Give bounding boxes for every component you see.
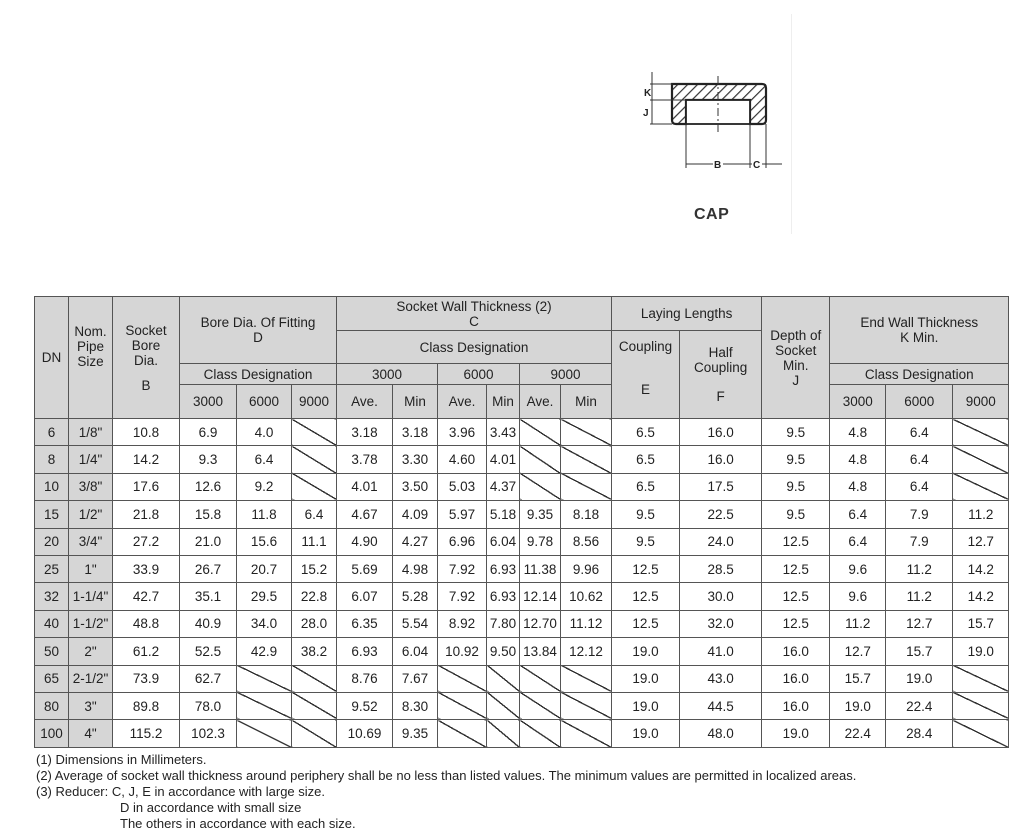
- table-cell: 19.0: [612, 638, 680, 665]
- table-cell: 42.7: [113, 583, 180, 610]
- table-cell: 4.8: [830, 419, 886, 446]
- table-cell: 115.2: [113, 720, 180, 747]
- header-end-6000: 6000: [886, 385, 953, 419]
- header-end-wall: End Wall Thickness K Min.: [830, 297, 1009, 364]
- table-cell: 2-1/2": [69, 665, 113, 692]
- table-cell: 4.01: [487, 446, 520, 473]
- table-row: [35, 501, 1009, 528]
- table-cell: 3.50: [393, 473, 438, 500]
- table-cell: 5.69: [337, 555, 393, 582]
- table-cell: 6.93: [487, 583, 520, 610]
- table-cell: 19.0: [953, 638, 1009, 665]
- table-cell: 9.6: [830, 583, 886, 610]
- not-applicable-cell: [438, 692, 487, 719]
- table-cell: 9.96: [561, 555, 612, 582]
- table-row: [35, 555, 1009, 582]
- not-applicable-cell: [561, 720, 612, 747]
- header-wall-class-9000: 9000: [520, 364, 612, 385]
- table-cell: 1/4": [69, 446, 113, 473]
- table-header: [35, 297, 1009, 419]
- table-cell: 16.0: [680, 446, 762, 473]
- table-cell: 8.18: [561, 501, 612, 528]
- table-cell: 4.27: [393, 528, 438, 555]
- table-cell: 6.5: [612, 446, 680, 473]
- table-cell: 6.4: [830, 528, 886, 555]
- table-cell: 8: [35, 446, 69, 473]
- table-cell: 8.30: [393, 692, 438, 719]
- table-row: [35, 419, 1009, 446]
- not-applicable-cell: [292, 665, 337, 692]
- table-cell: 19.0: [762, 720, 830, 747]
- not-applicable-cell: [520, 446, 561, 473]
- table-cell: 5.28: [393, 583, 438, 610]
- table-cell: 9.78: [520, 528, 561, 555]
- table-cell: 1/2": [69, 501, 113, 528]
- table-cell: 16.0: [762, 665, 830, 692]
- not-applicable-cell: [561, 665, 612, 692]
- header-end-wall-class: Class Designation: [830, 364, 1009, 385]
- symbol-c: C: [469, 313, 479, 329]
- table-cell: 10: [35, 473, 69, 500]
- table-cell: 4.98: [393, 555, 438, 582]
- table-cell: 1-1/2": [69, 610, 113, 637]
- header-3000-min: Min: [393, 385, 438, 419]
- table-cell: 3.78: [337, 446, 393, 473]
- table-cell: 12.5: [612, 555, 680, 582]
- table-cell: 48.8: [113, 610, 180, 637]
- header-wall-class-3000: 3000: [337, 364, 438, 385]
- table-cell: 22.4: [830, 720, 886, 747]
- table-cell: 6.04: [393, 638, 438, 665]
- table-cell: 12.12: [561, 638, 612, 665]
- not-applicable-cell: [292, 692, 337, 719]
- table-cell: 11.2: [886, 583, 953, 610]
- cap-body: [672, 84, 766, 124]
- note-3: (3) Reducer: C, J, E in accordance with large size.: [36, 784, 326, 799]
- table-cell: 6.4: [886, 473, 953, 500]
- table-cell: 41.0: [680, 638, 762, 665]
- table-cell: 4.90: [337, 528, 393, 555]
- table-cell: 11.38: [520, 555, 561, 582]
- table-cell: 6.93: [337, 638, 393, 665]
- table-cell: 3.18: [337, 419, 393, 446]
- table-cell: 32.0: [680, 610, 762, 637]
- table-cell: 22.8: [292, 583, 337, 610]
- table-cell: 29.5: [237, 583, 292, 610]
- table-cell: 43.0: [680, 665, 762, 692]
- table-cell: 15.6: [237, 528, 292, 555]
- table-cell: 62.7: [180, 665, 237, 692]
- table-cell: 10.69: [337, 720, 393, 747]
- table-cell: 17.6: [113, 473, 180, 500]
- not-applicable-cell: [292, 419, 337, 446]
- not-applicable-cell: [292, 473, 337, 500]
- table-cell: 11.2: [830, 610, 886, 637]
- table-cell: 9.5: [762, 419, 830, 446]
- not-applicable-cell: [520, 419, 561, 446]
- table-cell: 9.5: [762, 473, 830, 500]
- header-wall-class-6000: 6000: [438, 364, 520, 385]
- table-cell: 12.7: [953, 528, 1009, 555]
- not-applicable-cell: [953, 419, 1009, 446]
- table-cell: 12.7: [886, 610, 953, 637]
- header-bore-3000: 3000: [180, 385, 237, 419]
- not-applicable-cell: [487, 665, 520, 692]
- table-cell: 11.12: [561, 610, 612, 637]
- table-cell: 5.54: [393, 610, 438, 637]
- table-cell: 61.2: [113, 638, 180, 665]
- table-cell: 14.2: [953, 555, 1009, 582]
- table-row: [35, 446, 1009, 473]
- symbol-k: K Min.: [900, 330, 939, 345]
- table-cell: 19.0: [612, 665, 680, 692]
- table-cell: 15.8: [180, 501, 237, 528]
- table-cell: 7.92: [438, 583, 487, 610]
- table-cell: 3/8": [69, 473, 113, 500]
- label-c: C: [753, 160, 761, 171]
- table-cell: 14.2: [953, 583, 1009, 610]
- table-cell: 22.5: [680, 501, 762, 528]
- table-row: [35, 720, 1009, 747]
- table-cell: 15.7: [953, 610, 1009, 637]
- table-cell: 12.7: [830, 638, 886, 665]
- not-applicable-cell: [292, 720, 337, 747]
- note-3-line-3: The others in accordance with each size.: [120, 816, 356, 831]
- header-depth-socket: Depth of Socket Min. J: [762, 297, 830, 419]
- table-cell: 6.9: [180, 419, 237, 446]
- header-6000-ave: Ave.: [438, 385, 487, 419]
- header-3000-ave: Ave.: [337, 385, 393, 419]
- header-9000-ave: Ave.: [520, 385, 561, 419]
- table-cell: 40.9: [180, 610, 237, 637]
- table-cell: 21.0: [180, 528, 237, 555]
- table-cell: 24.0: [680, 528, 762, 555]
- table-cell: 10.92: [438, 638, 487, 665]
- table-cell: 80: [35, 692, 69, 719]
- table-cell: 3.18: [393, 419, 438, 446]
- symbol-b: B: [141, 377, 151, 393]
- symbol-d: D: [253, 330, 263, 345]
- table-cell: 4.8: [830, 446, 886, 473]
- table-cell: 12.5: [612, 610, 680, 637]
- header-9000-min: Min: [561, 385, 612, 419]
- symbol-f: F: [716, 389, 725, 404]
- table-cell: 12.70: [520, 610, 561, 637]
- table-cell: 15.7: [886, 638, 953, 665]
- table-cell: 19.0: [830, 692, 886, 719]
- not-applicable-cell: [561, 692, 612, 719]
- table-cell: 20.7: [237, 555, 292, 582]
- header-socket-bore: Socket Bore Dia. B: [113, 297, 180, 419]
- table-cell: 6.4: [886, 419, 953, 446]
- not-applicable-cell: [520, 692, 561, 719]
- label-b: B: [714, 160, 722, 171]
- table-cell: 19.0: [886, 665, 953, 692]
- table-cell: 17.5: [680, 473, 762, 500]
- table-cell: 40: [35, 610, 69, 637]
- table-cell: 4": [69, 720, 113, 747]
- symbol-j: J: [792, 372, 800, 388]
- not-applicable-cell: [237, 665, 292, 692]
- dimensions-table: [34, 296, 1009, 748]
- table-cell: 9.2: [237, 473, 292, 500]
- table-cell: 4.09: [393, 501, 438, 528]
- table-cell: 3": [69, 692, 113, 719]
- table-cell: 44.5: [680, 692, 762, 719]
- table-cell: 21.8: [113, 501, 180, 528]
- table-cell: 12.6: [180, 473, 237, 500]
- table-cell: 8.56: [561, 528, 612, 555]
- table-cell: 3.96: [438, 419, 487, 446]
- diagram-caption: CAP: [694, 206, 730, 223]
- table-cell: 19.0: [612, 692, 680, 719]
- header-end-3000: 3000: [830, 385, 886, 419]
- table-cell: 6.4: [292, 501, 337, 528]
- table-cell: 5.18: [487, 501, 520, 528]
- table-cell: 4.01: [337, 473, 393, 500]
- table-cell: 9.52: [337, 692, 393, 719]
- table-cell: 6.96: [438, 528, 487, 555]
- not-applicable-cell: [953, 720, 1009, 747]
- table-cell: 11.8: [237, 501, 292, 528]
- table-cell: 26.7: [180, 555, 237, 582]
- table-cell: 12.5: [762, 610, 830, 637]
- table-cell: 7.67: [393, 665, 438, 692]
- table-cell: 11.2: [953, 501, 1009, 528]
- table-cell: 48.0: [680, 720, 762, 747]
- not-applicable-cell: [953, 665, 1009, 692]
- not-applicable-cell: [438, 720, 487, 747]
- table-cell: 7.9: [886, 501, 953, 528]
- table-cell: 3/4": [69, 528, 113, 555]
- table-cell: 4.0: [237, 419, 292, 446]
- table-row: [35, 610, 1009, 637]
- table-cell: 9.5: [612, 501, 680, 528]
- table-cell: 6.04: [487, 528, 520, 555]
- table-row: [35, 638, 1009, 665]
- table-cell: 12.5: [762, 583, 830, 610]
- table-cell: 6.4: [237, 446, 292, 473]
- table-cell: 15.7: [830, 665, 886, 692]
- table-cell: 5.03: [438, 473, 487, 500]
- table-cell: 8.92: [438, 610, 487, 637]
- table-cell: 16.0: [762, 692, 830, 719]
- table-cell: 42.9: [237, 638, 292, 665]
- table-cell: 73.9: [113, 665, 180, 692]
- table-cell: 1/8": [69, 419, 113, 446]
- table-cell: 9.50: [487, 638, 520, 665]
- not-applicable-cell: [292, 446, 337, 473]
- header-bore-6000: 6000: [237, 385, 292, 419]
- not-applicable-cell: [520, 473, 561, 500]
- table-cell: 3.43: [487, 419, 520, 446]
- table-cell: 3.30: [393, 446, 438, 473]
- table-cell: 11.2: [886, 555, 953, 582]
- table-cell: 30.0: [680, 583, 762, 610]
- table-cell: 38.2: [292, 638, 337, 665]
- table-cell: 7.92: [438, 555, 487, 582]
- table-row: [35, 528, 1009, 555]
- table-cell: 12.5: [612, 583, 680, 610]
- table-body: [35, 419, 1009, 748]
- symbol-e: E: [640, 381, 650, 397]
- header-bore-9000: 9000: [292, 385, 337, 419]
- not-applicable-cell: [953, 446, 1009, 473]
- table-cell: 20: [35, 528, 69, 555]
- table-cell: 28.5: [680, 555, 762, 582]
- table-cell: 12.5: [762, 555, 830, 582]
- table-cell: 65: [35, 665, 69, 692]
- table-cell: 16.0: [680, 419, 762, 446]
- table-cell: 10.8: [113, 419, 180, 446]
- table-cell: 27.2: [113, 528, 180, 555]
- header-6000-min: Min: [487, 385, 520, 419]
- table-cell: 33.9: [113, 555, 180, 582]
- table-cell: 13.84: [520, 638, 561, 665]
- header-dn: DN: [35, 297, 69, 419]
- table-cell: 14.2: [113, 446, 180, 473]
- not-applicable-cell: [520, 720, 561, 747]
- table-cell: 2": [69, 638, 113, 665]
- table-cell: 6.35: [337, 610, 393, 637]
- table-cell: 102.3: [180, 720, 237, 747]
- cap-diagram: [636, 66, 796, 186]
- table-row: [35, 665, 1009, 692]
- table-cell: 78.0: [180, 692, 237, 719]
- note-3-line-2: D in accordance with small size: [120, 800, 302, 815]
- table-cell: 19.0: [612, 720, 680, 747]
- table-cell: 4.60: [438, 446, 487, 473]
- table-cell: 7.80: [487, 610, 520, 637]
- table-cell: 1-1/4": [69, 583, 113, 610]
- not-applicable-cell: [520, 665, 561, 692]
- header-coupling: Coupling E: [612, 331, 680, 419]
- not-applicable-cell: [237, 692, 292, 719]
- table-cell: 11.1: [292, 528, 337, 555]
- table-cell: 25: [35, 555, 69, 582]
- header-bore-class: Class Designation: [180, 364, 337, 385]
- not-applicable-cell: [953, 473, 1009, 500]
- header-socket-wall-class: Class Designation: [337, 331, 612, 364]
- table-cell: 6: [35, 419, 69, 446]
- note-1: (1) Dimensions in Millimeters.: [36, 752, 207, 767]
- table-cell: 50: [35, 638, 69, 665]
- table-cell: 100: [35, 720, 69, 747]
- not-applicable-cell: [438, 665, 487, 692]
- table-cell: 35.1: [180, 583, 237, 610]
- header-socket-wall: Socket Wall Thickness (2) C: [337, 297, 612, 331]
- table-cell: 9.5: [762, 446, 830, 473]
- label-k: K: [644, 88, 652, 99]
- table-cell: 5.97: [438, 501, 487, 528]
- table-cell: 28.4: [886, 720, 953, 747]
- table-cell: 9.5: [762, 501, 830, 528]
- note-2: (2) Average of socket wall thickness around periphery shall be no less than listed values. The minimum values are permitted in localized areas.: [36, 768, 857, 783]
- table-cell: 22.4: [886, 692, 953, 719]
- table-cell: 9.5: [612, 528, 680, 555]
- header-half-coupling: Half Coupling F: [680, 331, 762, 419]
- table-cell: 15.2: [292, 555, 337, 582]
- footnotes: [36, 752, 856, 832]
- table-cell: 12.5: [762, 528, 830, 555]
- table-cell: 89.8: [113, 692, 180, 719]
- table-cell: 6.4: [830, 501, 886, 528]
- table-cell: 6.5: [612, 419, 680, 446]
- not-applicable-cell: [561, 446, 612, 473]
- header-end-9000: 9000: [953, 385, 1009, 419]
- table-cell: 16.0: [762, 638, 830, 665]
- table-cell: 15: [35, 501, 69, 528]
- header-laying-lengths: Laying Lengths: [612, 297, 762, 331]
- table-row: [35, 692, 1009, 719]
- table-cell: 6.07: [337, 583, 393, 610]
- table-cell: 4.67: [337, 501, 393, 528]
- header-nom-pipe-size: Nom. Pipe Size: [69, 297, 113, 419]
- not-applicable-cell: [953, 692, 1009, 719]
- table-cell: 10.62: [561, 583, 612, 610]
- table-cell: 52.5: [180, 638, 237, 665]
- table-cell: 6.93: [487, 555, 520, 582]
- table-cell: 7.9: [886, 528, 953, 555]
- not-applicable-cell: [237, 720, 292, 747]
- table-cell: 32: [35, 583, 69, 610]
- table-cell: 12.14: [520, 583, 561, 610]
- table-cell: 6.4: [886, 446, 953, 473]
- table-cell: 9.35: [393, 720, 438, 747]
- table-cell: 6.5: [612, 473, 680, 500]
- table-row: [35, 473, 1009, 500]
- table-cell: 4.8: [830, 473, 886, 500]
- label-j: J: [643, 108, 649, 119]
- table-cell: 4.37: [487, 473, 520, 500]
- not-applicable-cell: [561, 473, 612, 500]
- table-cell: 1": [69, 555, 113, 582]
- table-cell: 9.35: [520, 501, 561, 528]
- table-cell: 28.0: [292, 610, 337, 637]
- table-cell: 9.6: [830, 555, 886, 582]
- not-applicable-cell: [487, 692, 520, 719]
- table-cell: 8.76: [337, 665, 393, 692]
- table-cell: 9.3: [180, 446, 237, 473]
- table-row: [35, 583, 1009, 610]
- header-bore-dia: Bore Dia. Of Fitting D: [180, 297, 337, 364]
- not-applicable-cell: [487, 720, 520, 747]
- table-cell: 34.0: [237, 610, 292, 637]
- not-applicable-cell: [561, 419, 612, 446]
